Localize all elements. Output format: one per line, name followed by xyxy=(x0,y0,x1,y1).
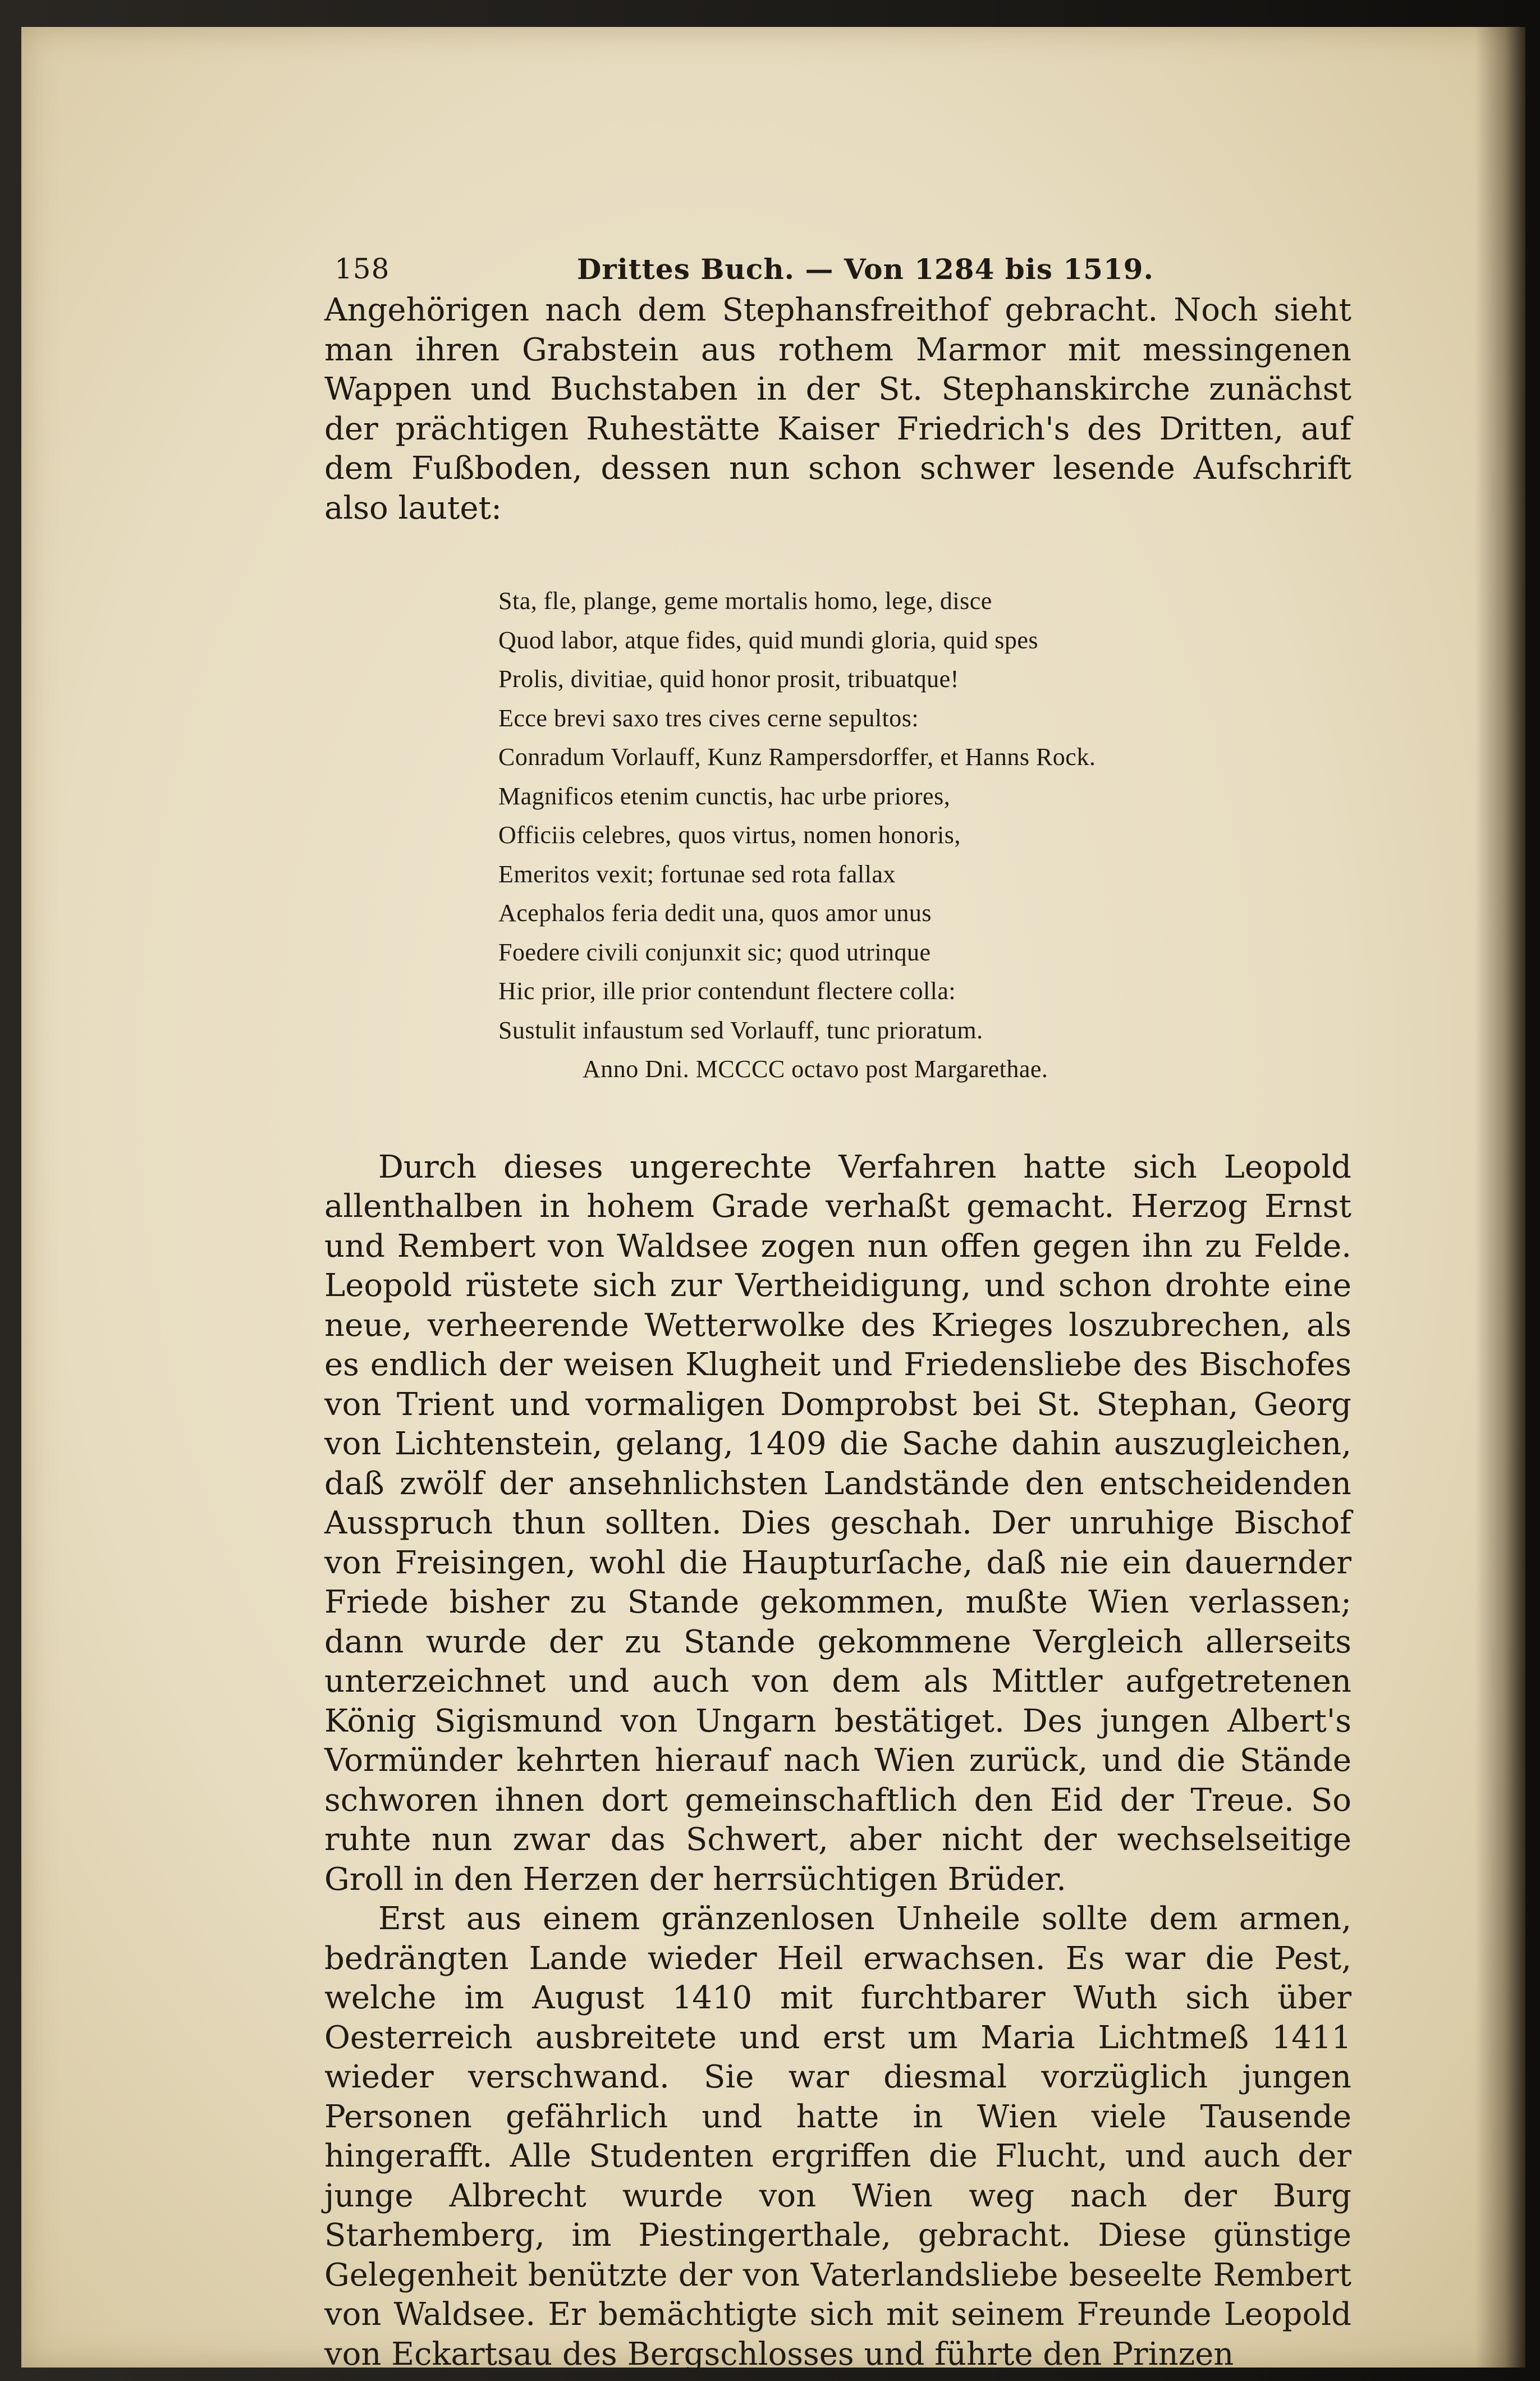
inscription-date-line: Anno Dni. MCCCC octavo post Margarethae. xyxy=(583,1055,1048,1083)
running-head xyxy=(324,240,1351,291)
latin-inscription xyxy=(324,581,1351,1089)
page-binding-shadow xyxy=(1475,27,1525,2368)
spacer xyxy=(324,1089,1351,1148)
inscription-line: Sta, fle, plange, geme mortalis homo, lege, disce xyxy=(498,587,992,615)
inscription-line: Quod labor, atque fides, quid mundi gloria, quid spes xyxy=(498,626,1039,654)
inscription-line: Sustulit infaustum sed Vorlauff, tunc prioratum. xyxy=(498,1016,983,1044)
inscription-line: Hic prior, ille prior contendunt flectere colla: xyxy=(498,977,956,1005)
page-number: 158 xyxy=(334,253,390,285)
inscription-line: Acephalos feria dedit una, quos amor unus xyxy=(498,899,932,927)
inscription-line: Prolis, divitiae, quid honor prosit, tribuatque! xyxy=(498,665,959,693)
book-page xyxy=(21,27,1525,2373)
inscription-line: Ecce brevi saxo tres cives cerne sepultos: xyxy=(498,704,919,732)
inscription-line: Foedere civili conjunxit sic; quod utrinque xyxy=(498,938,931,966)
inscription-line: Magnificos etenim cunctis, hac urbe priores, xyxy=(498,782,951,810)
text-block xyxy=(324,240,1351,2374)
inscription-line: Officiis celebres, quos virtus, nomen honoris, xyxy=(498,821,961,849)
running-head-title: Drittes Buch. — Von 1284 bis 1519. xyxy=(577,253,1154,286)
inscription-line: Emeritos vexit; fortunae sed rota fallax xyxy=(498,860,896,888)
paragraph-3: Erst aus einem gränzenlosen Unheile sollte dem armen, bedrängten Lande wieder Heil erwachsen. Es war die Pest, welche im August 1410 mit furchtbarer Wuth sich über Oesterreich ausbreitete und erst um Maria Lichtmeß 1411 wieder verschwand. Sie war diesmal vorzüglich jungen Personen gefährlich und hatte in Wien viele Tausende hingerafft. Alle Studenten ergriffen die Flucht, und auch der junge Albrecht wurde von Wien weg nach der Burg Starhemberg, im Piestingerthale, gebracht. Diese günstige Gelegenheit benützte der von Vaterlandsliebe beseelte Rembert von Waldsee. Er bemächtigte sich mit seinem Freunde Leopold von Eckartsau des Bergschlosses und führte den Prinzen xyxy=(324,1901,1351,2373)
paragraph-1: Angehörigen nach dem Stephansfreithof gebracht. Noch sieht man ihren Grabstein aus rothem Marmor mit messingenen Wappen und Buchstaben in der St. Stephanskirche zunächst der prächtigen Ruhestätte Kaiser Friedrich's des Dritten, auf dem Fußboden, dessen nun schon schwer lesende Aufschrift also lautet: xyxy=(324,292,1351,526)
inscription-line: Conradum Vorlauff, Kunz Rampersdorffer, et Hanns Rock. xyxy=(498,743,1096,771)
paragraph-2: Durch dieses ungerechte Verfahren hatte sich Leopold allenthalben in hohem Grade verhaßt gemacht. Herzog Ernst und Rembert von Waldsee zogen nun offen gegen ihn zu Felde. Leopold rüstete sich zur Vertheidigung, und schon drohte eine neue, verheerende Wetterwolke des Krieges loszubrechen, als es endlich der weisen Klugheit und Friedensliebe des Bischofes von Trient und vormaligen Domprobst bei St. Stephan, Georg von Lichtenstein, gelang, 1409 die Sache dahin auszugleichen, daß zwölf der ansehnlichsten Landstände den entscheidenden Ausspruch thun sollten. Dies geschah. Der unruhige Bischof von Freisingen, wohl die Haupturſache, daß nie ein dauernder Friede bisher zu Stande gekommen, mußte Wien verlassen; dann wurde der zu Stande gekommene Vergleich allerseits unterzeichnet und auch von dem als Mittler aufgetretenen König Sigismund von Ungarn bestätiget. Des jungen Albert's Vormünder kehrten hierauf nach Wien zurück, und die Stände schworen ihnen dort gemeinschaftlich den Eid der Treue. So ruhte nun zwar das Schwert, aber nicht der wechselseitige Groll in den Herzen der herrsüchtigen Brüder. xyxy=(324,1148,1351,1898)
